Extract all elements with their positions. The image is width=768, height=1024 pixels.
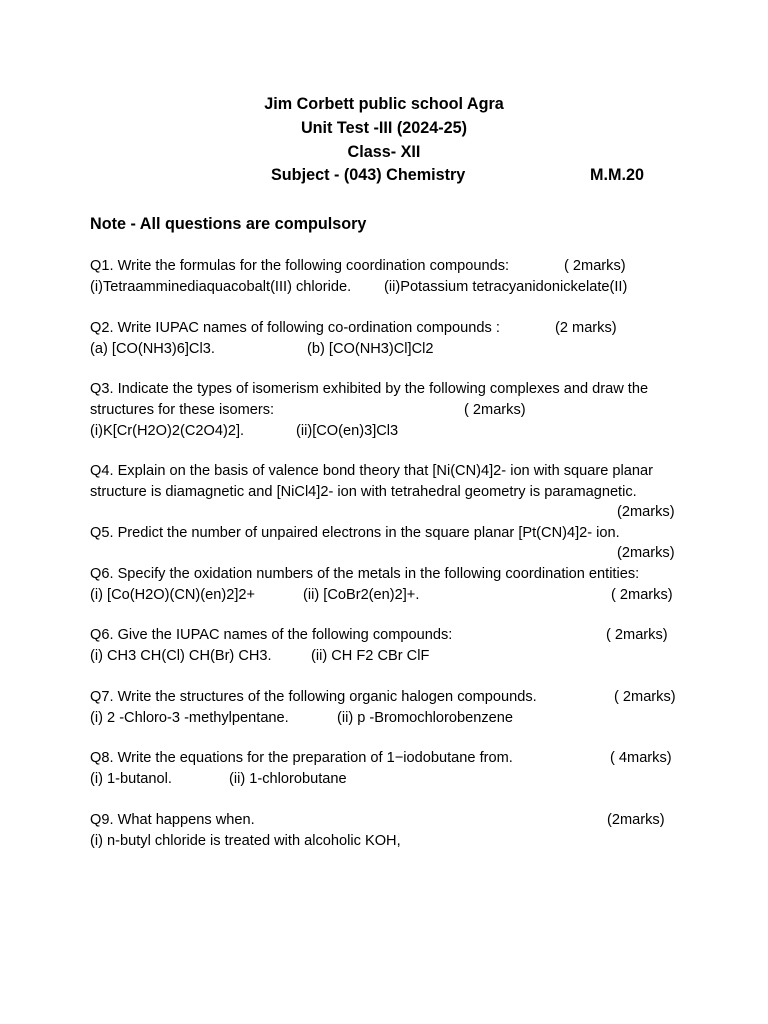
question-7-marks: ( 2marks)	[614, 689, 676, 705]
question-7: Q7. Write the structures of the following organic halogen compounds.	[90, 689, 537, 705]
question-7-part-a: (i) 2 -Chloro-3 -methylpentane.	[90, 710, 289, 726]
question-3: Q3. Indicate the types of isomerism exhibited by the following complexes and draw the	[90, 381, 649, 397]
question-1-marks: ( 2marks)	[564, 258, 626, 274]
question-6-part-b: (ii) [CoBr2(en)2]+.	[303, 587, 420, 603]
question-3-marks: ( 2marks)	[464, 402, 526, 418]
question-2-marks: (2 marks)	[555, 320, 617, 336]
question-6b-part-b: (ii) CH F2 CBr ClF	[311, 648, 430, 664]
question-6b-marks: ( 2marks)	[606, 627, 668, 643]
question-1: Q1. Write the formulas for the following coordination compounds:	[90, 258, 510, 274]
question-2-part-b: (b) [CO(NH3)Cl]Cl2	[307, 341, 434, 357]
question-4-marks: (2marks)	[617, 504, 675, 520]
question-8-part-a: (i) 1-butanol.	[90, 771, 172, 787]
question-2: Q2. Write IUPAC names of following co-ordination compounds :	[90, 320, 500, 336]
question-1-part-b: (ii)Potassium tetracyanidonickelate(II)	[384, 279, 628, 295]
question-8: Q8. Write the equations for the preparation of 1−iodobutane from.	[90, 750, 513, 766]
subject-label: Subject - (043) Chemistry	[271, 166, 466, 184]
question-8-marks: ( 4marks)	[610, 750, 672, 766]
question-9: Q9. What happens when.	[90, 812, 255, 828]
question-9-marks: (2marks)	[607, 812, 665, 828]
note: Note - All questions are compulsory	[90, 215, 367, 233]
question-6b: Q6. Give the IUPAC names of the following compounds:	[90, 627, 453, 643]
question-5: Q5. Predict the number of unpaired electrons in the square planar [Pt(CN)4]2- ion.	[90, 525, 620, 541]
question-3-line-2: structures for these isomers:	[90, 402, 275, 418]
class-label: Class- XII	[347, 143, 421, 161]
question-3-part-b: (ii)[CO(en)3]Cl3	[296, 423, 399, 439]
question-1-part-a: (i)Tetraamminediaquacobalt(III) chloride.	[90, 279, 352, 295]
question-6-marks: ( 2marks)	[611, 587, 673, 603]
question-6: Q6. Specify the oxidation numbers of the metals in the following coordination entities:	[90, 566, 640, 582]
question-4-line-2: structure is diamagnetic and [NiCl4]2- ion with tetrahedral geometry is paramagnetic.	[90, 484, 637, 500]
max-marks: M.M.20	[590, 166, 644, 184]
question-3-part-a: (i)K[Cr(H2O)2(C2O4)2].	[90, 423, 245, 439]
school-name: Jim Corbett public school Agra	[264, 95, 504, 113]
question-6b-part-a: (i) CH3 CH(Cl) CH(Br) CH3.	[90, 648, 272, 664]
question-9-part-a: (i) n-butyl chloride is treated with alcoholic KOH,	[90, 833, 401, 849]
question-5-marks: (2marks)	[617, 545, 675, 561]
question-7-part-b: (ii) p -Bromochlorobenzene	[337, 710, 514, 726]
question-6-part-a: (i) [Co(H2O)(CN)(en)2]2+	[90, 587, 256, 603]
question-4: Q4. Explain on the basis of valence bond theory that [Ni(CN)4]2- ion with square planar	[90, 463, 653, 479]
test-title: Unit Test -III (2024-25)	[300, 119, 468, 137]
question-8-part-b: (ii) 1-chlorobutane	[229, 771, 347, 787]
question-2-part-a: (a) [CO(NH3)6]Cl3.	[90, 341, 215, 357]
